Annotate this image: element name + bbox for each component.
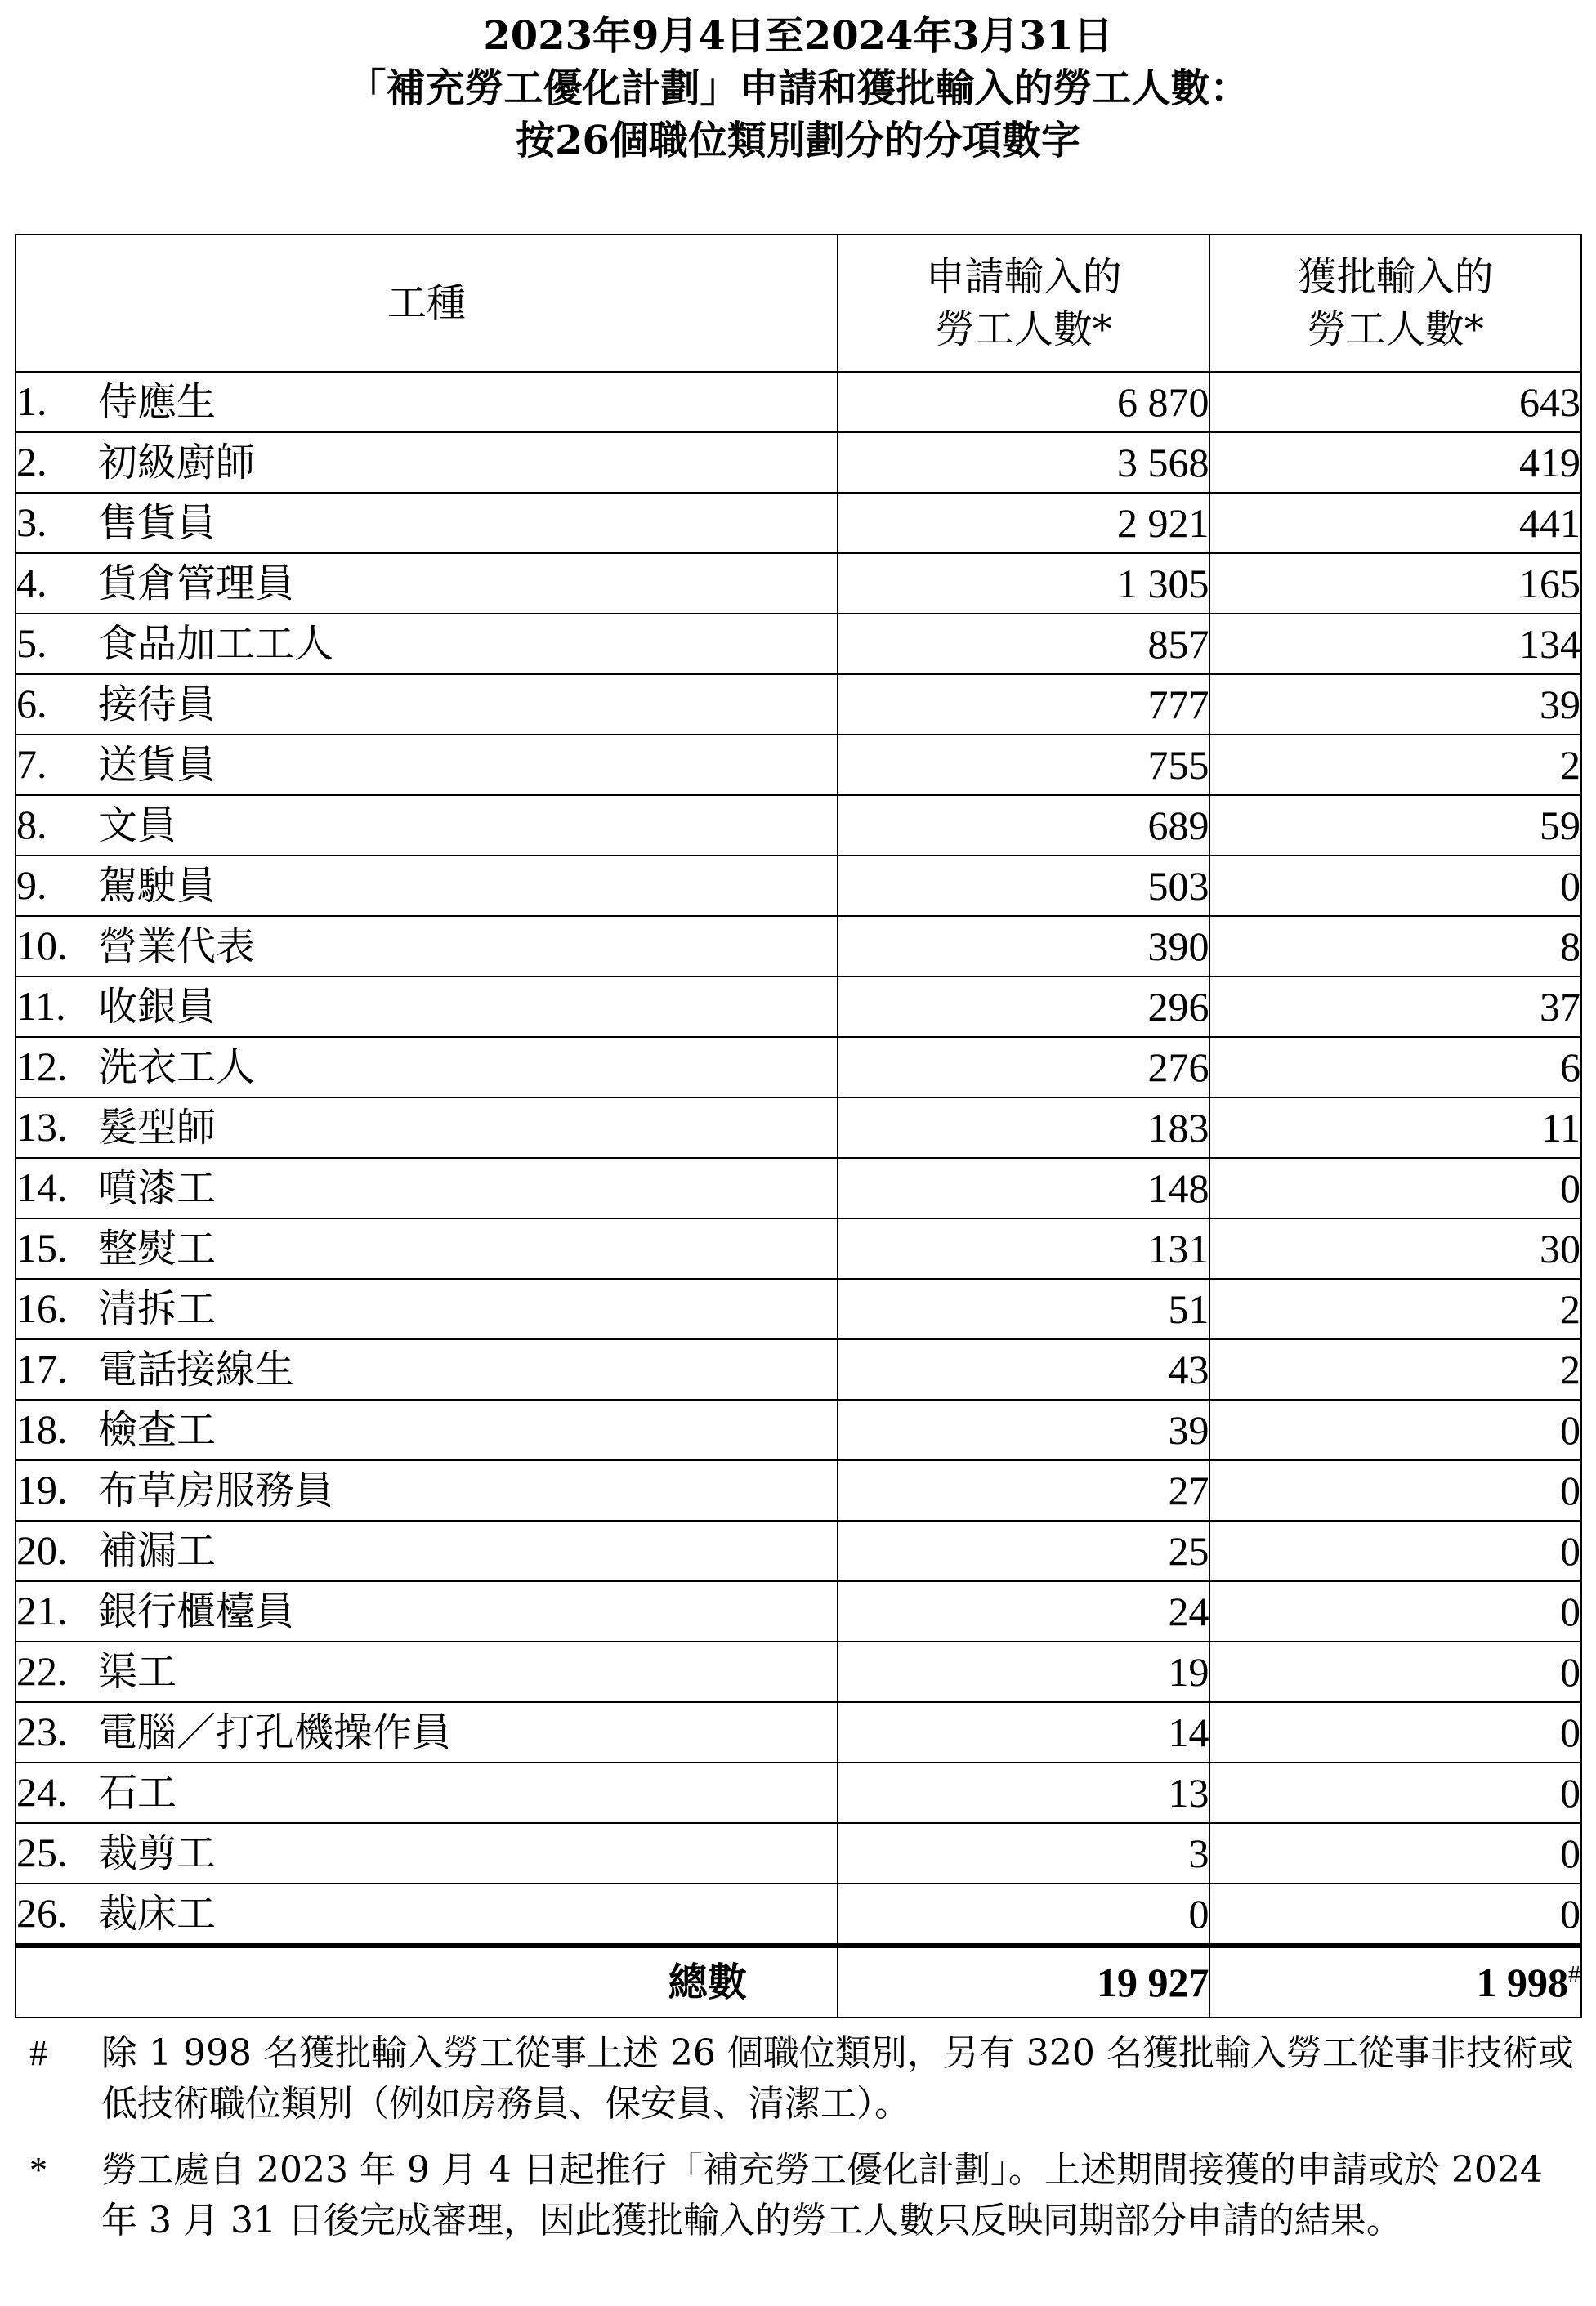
row-number: 22. [16, 1648, 68, 1694]
row-number: 7. [16, 741, 47, 787]
approved-cell: 8 [1209, 916, 1581, 976]
applied-cell: 689 [838, 795, 1210, 856]
row-number: 11. [16, 983, 66, 1029]
approved-cell: 2 [1209, 735, 1581, 795]
job-cell [16, 493, 838, 553]
note-hash-text: 除 1 998 名獲批輸入勞工從事上述 26 個職位類別，另有 320 名獲批輸入勞工從事非技術或低技術職位類別（例如房務員、保安員、清潔工）。 [101, 2032, 1574, 2125]
job-cell [16, 1037, 838, 1097]
job-name: 石工 [98, 1770, 177, 1816]
table-row [16, 1521, 1581, 1581]
note-asterisk [29, 2145, 1582, 2246]
row-number: 13. [16, 1104, 68, 1150]
job-cell [16, 1823, 838, 1884]
job-cell [16, 1581, 838, 1642]
table-row [16, 1400, 1581, 1460]
job-name: 駕駛員 [98, 863, 217, 909]
job-cell [16, 795, 838, 856]
table-row [16, 1460, 1581, 1521]
job-name: 裁剪工 [98, 1830, 217, 1876]
job-name: 洗衣工人 [98, 1044, 256, 1090]
table-row [16, 735, 1581, 795]
applied-cell: 14 [838, 1702, 1210, 1763]
approved-cell: 419 [1209, 432, 1581, 493]
row-number: 16. [16, 1285, 68, 1331]
job-name: 接待員 [98, 682, 217, 727]
header-job: 工種 [16, 235, 838, 372]
applied-cell: 24 [838, 1581, 1210, 1642]
total-applied: 19 927 [838, 1946, 1210, 2018]
job-cell [16, 1218, 838, 1279]
approved-cell: 165 [1209, 553, 1581, 614]
table-row [16, 553, 1581, 614]
approved-cell: 0 [1209, 1823, 1581, 1884]
applied-cell: 51 [838, 1279, 1210, 1339]
applied-cell: 2 921 [838, 493, 1210, 553]
job-name: 售貨員 [98, 500, 217, 546]
job-name: 收銀員 [98, 984, 217, 1030]
labour-table [15, 234, 1582, 2018]
table-header-row [16, 235, 1581, 372]
applied-cell: 43 [838, 1339, 1210, 1400]
approved-cell: 0 [1209, 1521, 1581, 1581]
job-cell [16, 1400, 838, 1460]
header-applied [838, 235, 1210, 372]
applied-cell: 503 [838, 856, 1210, 916]
job-cell [16, 1097, 838, 1158]
table-row [16, 614, 1581, 674]
total-approved: 1 998# [1209, 1946, 1581, 2018]
job-cell [16, 856, 838, 916]
job-cell [16, 916, 838, 976]
job-name: 初級廚師 [98, 440, 256, 485]
approved-cell: 6 [1209, 1037, 1581, 1097]
approved-cell: 0 [1209, 1158, 1581, 1218]
row-number: 14. [16, 1164, 68, 1210]
approved-cell: 30 [1209, 1218, 1581, 1279]
job-cell [16, 1702, 838, 1763]
header-approved-line1: 獲批輸入的 [1297, 254, 1494, 300]
approved-cell: 11 [1209, 1097, 1581, 1158]
table-row [16, 916, 1581, 976]
note-hash [29, 2028, 1582, 2129]
approved-cell: 59 [1209, 795, 1581, 856]
table-row [16, 1218, 1581, 1279]
row-number: 8. [16, 802, 47, 847]
job-name: 清拆工 [98, 1286, 217, 1332]
row-number: 21. [16, 1588, 68, 1633]
table-row [16, 976, 1581, 1037]
table-row [16, 1702, 1581, 1763]
row-number: 20. [16, 1527, 68, 1573]
table-row [16, 1158, 1581, 1218]
table-row [16, 1339, 1581, 1400]
applied-cell: 6 870 [838, 372, 1210, 432]
approved-cell: 0 [1209, 1884, 1581, 1946]
note-asterisk-mark: * [29, 2150, 47, 2190]
table-row [16, 856, 1581, 916]
approved-cell: 0 [1209, 1460, 1581, 1521]
table-row [16, 1279, 1581, 1339]
approved-cell: 2 [1209, 1279, 1581, 1339]
table-row [16, 432, 1581, 493]
applied-cell: 390 [838, 916, 1210, 976]
applied-cell: 3 [838, 1823, 1210, 1884]
job-cell [16, 1339, 838, 1400]
table-row [16, 1097, 1581, 1158]
applied-cell: 296 [838, 976, 1210, 1037]
job-name: 裁床工 [98, 1891, 217, 1937]
applied-cell: 1 305 [838, 553, 1210, 614]
job-cell [16, 432, 838, 493]
row-number: 3. [16, 499, 47, 545]
table-row [16, 1763, 1581, 1823]
row-number: 15. [16, 1225, 68, 1271]
job-cell [16, 976, 838, 1037]
table-row [16, 795, 1581, 856]
total-row [16, 1946, 1581, 2018]
job-name: 檢查工 [98, 1407, 217, 1453]
header-approved-line2: 勞工人數* [1307, 306, 1484, 352]
row-number: 4. [16, 560, 47, 606]
approved-cell: 39 [1209, 674, 1581, 735]
document-title [0, 10, 1596, 167]
applied-cell: 131 [838, 1218, 1210, 1279]
job-cell [16, 1884, 838, 1946]
total-label: 總數 [16, 1946, 838, 2018]
table-row [16, 1037, 1581, 1097]
row-number: 26. [16, 1890, 68, 1936]
row-number: 2. [16, 439, 47, 485]
applied-cell: 27 [838, 1460, 1210, 1521]
row-number: 5. [16, 620, 47, 666]
table-row [16, 372, 1581, 432]
approved-cell: 0 [1209, 1702, 1581, 1763]
job-name: 營業代表 [98, 923, 256, 969]
row-number: 18. [16, 1406, 68, 1452]
job-cell [16, 674, 838, 735]
job-cell [16, 1763, 838, 1823]
applied-cell: 183 [838, 1097, 1210, 1158]
job-cell [16, 1642, 838, 1702]
table-row [16, 1581, 1581, 1642]
row-number: 25. [16, 1830, 68, 1875]
row-number: 9. [16, 862, 47, 908]
applied-cell: 857 [838, 614, 1210, 674]
approved-cell: 37 [1209, 976, 1581, 1037]
applied-cell: 19 [838, 1642, 1210, 1702]
header-approved [1209, 235, 1581, 372]
job-name: 文員 [98, 802, 177, 848]
approved-cell: 2 [1209, 1339, 1581, 1400]
applied-cell: 3 568 [838, 432, 1210, 493]
applied-cell: 13 [838, 1763, 1210, 1823]
job-cell [16, 1279, 838, 1339]
job-name: 渠工 [98, 1649, 177, 1695]
approved-cell: 0 [1209, 1642, 1581, 1702]
approved-cell: 643 [1209, 372, 1581, 432]
job-name: 銀行櫃檯員 [98, 1589, 295, 1634]
approved-cell: 0 [1209, 1763, 1581, 1823]
title-line-1: 2023年9月4日至2024年3月31日 [483, 13, 1113, 59]
job-name: 電腦／打孔機操作員 [98, 1709, 452, 1755]
applied-cell: 777 [838, 674, 1210, 735]
applied-cell: 0 [838, 1884, 1210, 1946]
table-row [16, 493, 1581, 553]
job-cell [16, 735, 838, 795]
job-name: 電話接線生 [98, 1347, 295, 1392]
job-name: 貨倉管理員 [98, 561, 295, 606]
note-asterisk-text: 勞工處自 2023 年 9 月 4 日起推行「補充勞工優化計劃」。上述期間接獲的申請或於 2024 年 3 月 31 日後完成審理，因此獲批輸入的勞工人數只反映同期部分申請的結果。 [101, 2149, 1543, 2241]
job-cell [16, 553, 838, 614]
row-number: 19. [16, 1467, 68, 1513]
row-number: 23. [16, 1709, 68, 1754]
row-number: 6. [16, 681, 47, 726]
table-row [16, 674, 1581, 735]
total-approved-mark: # [1568, 1960, 1580, 1988]
applied-cell: 39 [838, 1400, 1210, 1460]
header-applied-line1: 申請輸入的 [925, 254, 1122, 300]
job-name: 補漏工 [98, 1528, 217, 1574]
applied-cell: 148 [838, 1158, 1210, 1218]
job-name: 髮型師 [98, 1105, 217, 1151]
job-name: 噴漆工 [98, 1165, 217, 1211]
header-applied-line2: 勞工人數* [935, 306, 1112, 352]
job-cell [16, 614, 838, 674]
approved-cell: 441 [1209, 493, 1581, 553]
applied-cell: 276 [838, 1037, 1210, 1097]
approved-cell: 0 [1209, 1400, 1581, 1460]
title-line-3: 按26個職位類別劃分的分項數字 [516, 118, 1080, 163]
job-cell [16, 1158, 838, 1218]
job-name: 布草房服務員 [98, 1468, 334, 1513]
note-hash-mark: # [29, 2033, 47, 2073]
row-number: 17. [16, 1346, 68, 1392]
row-number: 1. [16, 378, 47, 424]
job-name: 侍應生 [98, 379, 217, 425]
approved-cell: 0 [1209, 856, 1581, 916]
title-line-2: 「補充勞工優化計劃」申請和獲批輸入的勞工人數： [346, 65, 1250, 111]
job-cell [16, 1521, 838, 1581]
row-number: 10. [16, 923, 68, 968]
job-cell [16, 1460, 838, 1521]
row-number: 24. [16, 1769, 68, 1815]
table-row [16, 1823, 1581, 1884]
applied-cell: 755 [838, 735, 1210, 795]
applied-cell: 25 [838, 1521, 1210, 1581]
table-row [16, 1884, 1581, 1946]
approved-cell: 0 [1209, 1581, 1581, 1642]
job-name: 食品加工工人 [98, 621, 334, 667]
table-row [16, 1642, 1581, 1702]
row-number: 12. [16, 1044, 68, 1089]
approved-cell: 134 [1209, 614, 1581, 674]
job-cell [16, 372, 838, 432]
job-name: 整熨工 [98, 1226, 217, 1271]
job-name: 送貨員 [98, 742, 217, 788]
